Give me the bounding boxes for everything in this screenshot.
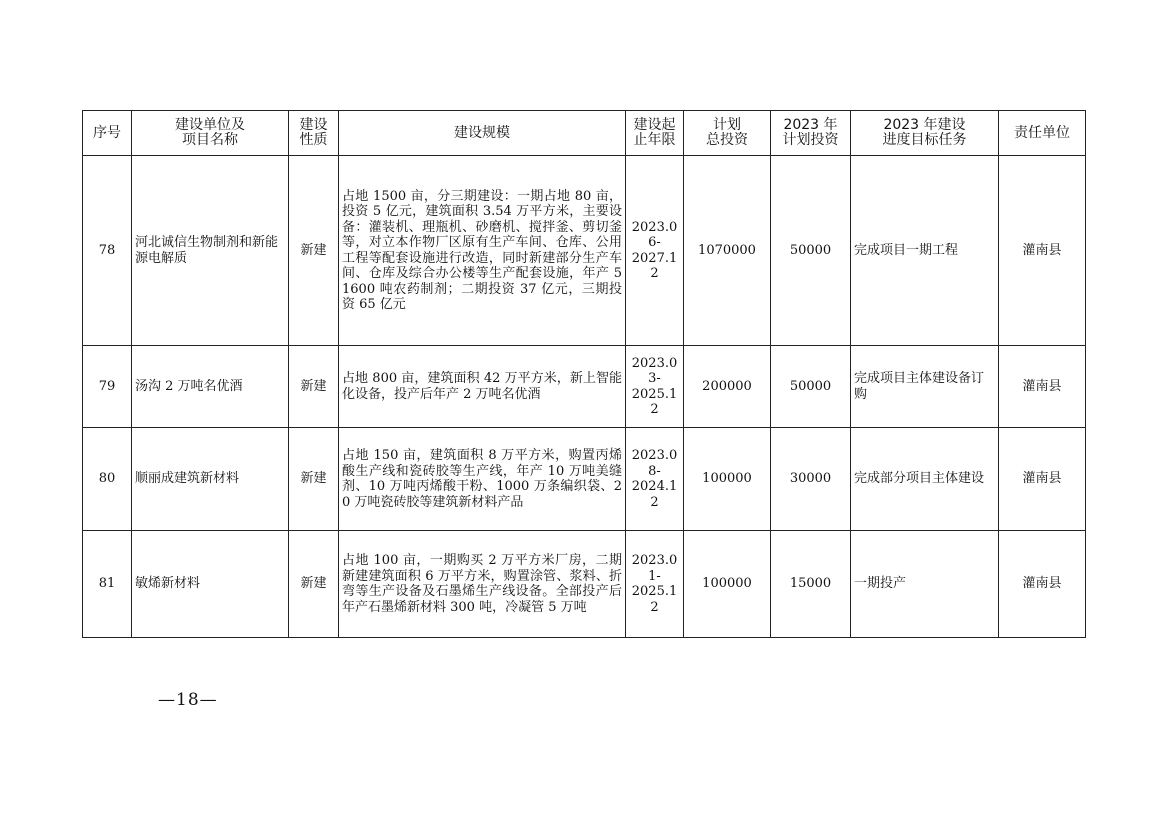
- header-plan-investment: 2023 年 计划投资: [771, 111, 851, 156]
- cell-no: 78: [83, 156, 132, 346]
- table-row: [83, 531, 1086, 638]
- cell-plan-investment: 30000: [771, 428, 851, 531]
- table-row: [83, 346, 1086, 428]
- cell-nature: 新建: [289, 531, 339, 638]
- page-number: —18—: [158, 690, 218, 710]
- header-target: 2023 年建设 进度目标任务: [851, 111, 999, 156]
- cell-period: 2023.08- 2024.12: [626, 428, 684, 531]
- cell-scale: 占地 100 亩，一期购买 2 万平方米厂房，二期新建建筑面积 6 万平方米，购置涂管、浆料、折弯等生产设备及石墨烯生产线设备。全部投产后年产石墨烯新材料 300 吨，冷凝管 5 万吨: [339, 531, 626, 638]
- cell-no: 80: [83, 428, 132, 531]
- header-scale: 建设规模: [339, 111, 626, 156]
- cell-nature: 新建: [289, 346, 339, 428]
- cell-no: 81: [83, 531, 132, 638]
- cell-responsible-unit: 灌南县: [999, 346, 1086, 428]
- cell-target: 完成项目主体建设备订购: [851, 346, 999, 428]
- header-no: 序号: [83, 111, 132, 156]
- cell-scale: 占地 1500 亩，分三期建设：一期占地 80 亩，投资 5 亿元，建筑面积 3.54 万平方米，主要设备：灌装机、理瓶机、砂磨机、搅拌釜、剪切釜等，对立本作物厂区原有生产车间、仓库、公用工程等配套设施进行改造，同时新建部分生产车间、仓库及综合办公楼等生产配套设施，年产 51600 吨农药制剂；二期投资 37 亿元，三期投资 65 亿元: [339, 156, 626, 346]
- cell-scale: 占地 800 亩，建筑面积 42 万平方米，新上智能化设备，投产后年产 2 万吨名优酒: [339, 346, 626, 428]
- table-row: [83, 156, 1086, 346]
- cell-total-investment: 1070000: [684, 156, 771, 346]
- cell-responsible-unit: 灌南县: [999, 156, 1086, 346]
- header-nature: 建设 性质: [289, 111, 339, 156]
- header-total-investment: 计划 总投资: [684, 111, 771, 156]
- header-responsible-unit: 责任单位: [999, 111, 1086, 156]
- header-period: 建设起 止年限: [626, 111, 684, 156]
- cell-target: 完成项目一期工程: [851, 156, 999, 346]
- header-unit-name: 建设单位及 项目名称: [132, 111, 289, 156]
- project-table: [82, 110, 1086, 638]
- cell-project-name: 河北诚信生物制剂和新能源电解质: [132, 156, 289, 346]
- cell-total-investment: 100000: [684, 428, 771, 531]
- cell-plan-investment: 50000: [771, 156, 851, 346]
- table-header-row: [83, 111, 1086, 156]
- cell-responsible-unit: 灌南县: [999, 531, 1086, 638]
- cell-no: 79: [83, 346, 132, 428]
- table-row: [83, 428, 1086, 531]
- cell-period: 2023.03- 2025.12: [626, 346, 684, 428]
- cell-scale: 占地 150 亩，建筑面积 8 万平方米，购置丙烯酸生产线和瓷砖胶等生产线，年产 10 万吨美缝剂、10 万吨丙烯酸干粉、1000 万条编织袋、20 万吨瓷砖胶等建筑新材料产品: [339, 428, 626, 531]
- cell-nature: 新建: [289, 428, 339, 531]
- cell-target: 一期投产: [851, 531, 999, 638]
- cell-period: 2023.06- 2027.12: [626, 156, 684, 346]
- cell-period: 2023.01- 2025.12: [626, 531, 684, 638]
- cell-target: 完成部分项目主体建设: [851, 428, 999, 531]
- cell-total-investment: 200000: [684, 346, 771, 428]
- cell-total-investment: 100000: [684, 531, 771, 638]
- cell-project-name: 敏烯新材料: [132, 531, 289, 638]
- cell-plan-investment: 50000: [771, 346, 851, 428]
- cell-plan-investment: 15000: [771, 531, 851, 638]
- cell-responsible-unit: 灌南县: [999, 428, 1086, 531]
- cell-project-name: 顺丽成建筑新材料: [132, 428, 289, 531]
- cell-project-name: 汤沟 2 万吨名优酒: [132, 346, 289, 428]
- cell-nature: 新建: [289, 156, 339, 346]
